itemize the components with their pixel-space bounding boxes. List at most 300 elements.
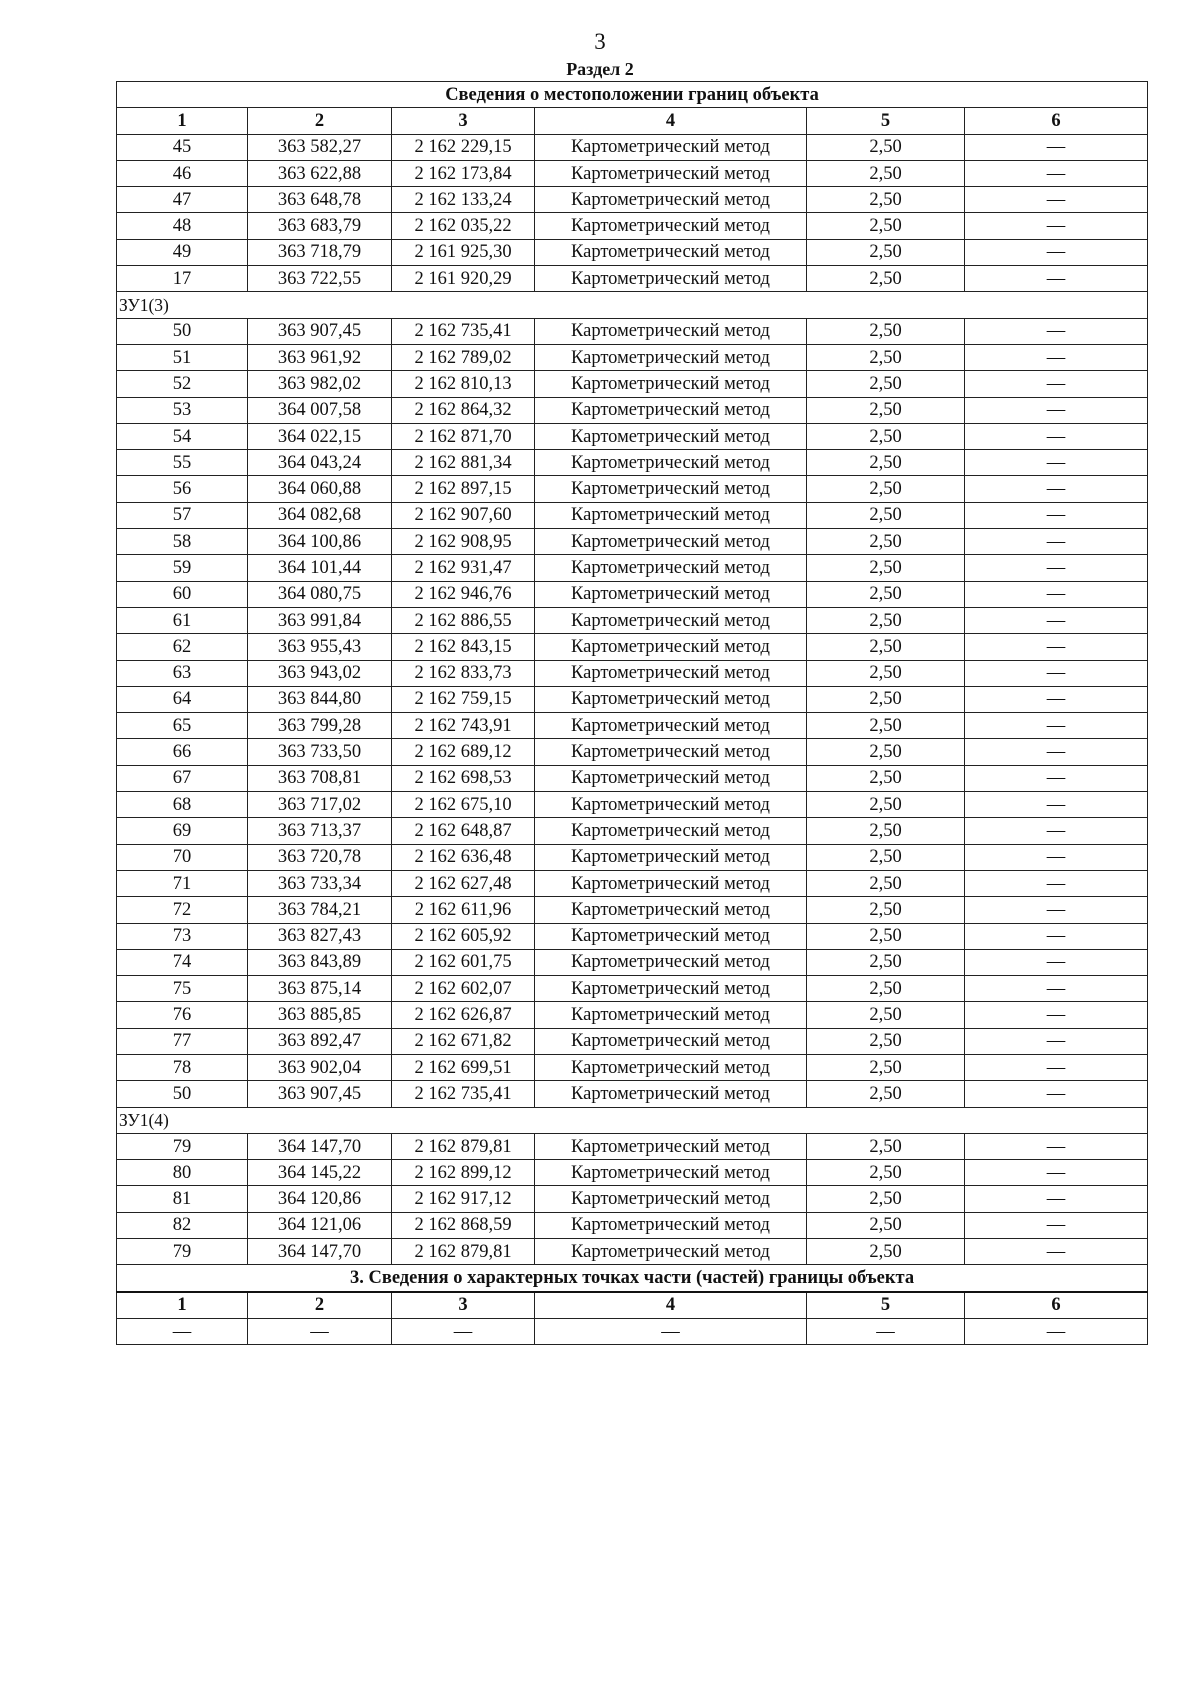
table-cell: Картометрический метод <box>535 529 807 555</box>
table-cell: 364 147,70 <box>248 1133 392 1159</box>
table-cell: Картометрический метод <box>535 818 807 844</box>
table-cell: 2,50 <box>807 713 965 739</box>
table-cell: — <box>965 818 1148 844</box>
table-cell: Картометрический метод <box>535 1212 807 1238</box>
table-row <box>117 949 1148 975</box>
table-cell: 2,50 <box>807 529 965 555</box>
table-cell: 55 <box>117 450 248 476</box>
table-cell: Картометрический метод <box>535 607 807 633</box>
table-row <box>117 844 1148 870</box>
table-cell: Картометрический метод <box>535 1054 807 1080</box>
table-cell: 2 162 735,41 <box>392 1081 535 1107</box>
table-row <box>117 870 1148 896</box>
table-cell: Картометрический метод <box>535 792 807 818</box>
table-cell: Картометрический метод <box>535 634 807 660</box>
table-cell: 53 <box>117 397 248 423</box>
table-cell: 2,50 <box>807 607 965 633</box>
table-cell: 363 902,04 <box>248 1054 392 1080</box>
table-cell: — <box>392 1318 535 1344</box>
table-cell: — <box>965 844 1148 870</box>
table-cell: 2,50 <box>807 239 965 265</box>
table-cell: — <box>965 792 1148 818</box>
table-cell: 81 <box>117 1186 248 1212</box>
table-row <box>117 1212 1148 1238</box>
table-cell: — <box>965 976 1148 1002</box>
table-cell: Картометрический метод <box>535 765 807 791</box>
table-cell: — <box>965 187 1148 213</box>
table-cell: — <box>965 1081 1148 1107</box>
table-cell: 363 843,89 <box>248 949 392 975</box>
table-cell: Картометрический метод <box>535 1002 807 1028</box>
table-cell: 72 <box>117 897 248 923</box>
table-cell: 363 875,14 <box>248 976 392 1002</box>
table-cell: — <box>965 555 1148 581</box>
group-label: ЗУ1(4) <box>117 1107 1148 1133</box>
table-banner-row <box>117 82 1148 108</box>
table-cell: 2,50 <box>807 476 965 502</box>
table-cell: — <box>965 476 1148 502</box>
table-cell: — <box>965 739 1148 765</box>
table-cell: 63 <box>117 660 248 686</box>
table-cell: 2,50 <box>807 397 965 423</box>
table-row <box>117 450 1148 476</box>
table-cell: 363 622,88 <box>248 160 392 186</box>
table-cell: Картометрический метод <box>535 502 807 528</box>
table-cell: — <box>965 371 1148 397</box>
table-cell: 363 943,02 <box>248 660 392 686</box>
table-cell: 364 007,58 <box>248 397 392 423</box>
table-cell: 2,50 <box>807 976 965 1002</box>
table-row <box>117 213 1148 239</box>
table-cell: — <box>965 213 1148 239</box>
table-cell: 364 120,86 <box>248 1186 392 1212</box>
table-cell: 2 162 689,12 <box>392 739 535 765</box>
table-cell: — <box>965 1318 1148 1344</box>
table-row <box>117 1133 1148 1159</box>
table-cell: — <box>965 713 1148 739</box>
table-row <box>117 581 1148 607</box>
table-cell: 79 <box>117 1239 248 1265</box>
table-cell: 2,50 <box>807 1133 965 1159</box>
table-cell: — <box>965 1054 1148 1080</box>
table-cell: 2,50 <box>807 686 965 712</box>
table-cell: — <box>965 607 1148 633</box>
table-row <box>117 792 1148 818</box>
table-cell: 74 <box>117 949 248 975</box>
table-cell: Картометрический метод <box>535 318 807 344</box>
table-cell: Картометрический метод <box>535 134 807 160</box>
table-cell: 50 <box>117 318 248 344</box>
table-cell: Картометрический метод <box>535 1186 807 1212</box>
table-cell: 2 162 605,92 <box>392 923 535 949</box>
table-cell: 363 799,28 <box>248 713 392 739</box>
table-row <box>117 1081 1148 1107</box>
table-cell: 80 <box>117 1160 248 1186</box>
table-cell: Картометрический метод <box>535 844 807 870</box>
table-cell: 2 162 698,53 <box>392 765 535 791</box>
column-number: 4 <box>535 108 807 134</box>
column-number-row <box>117 108 1148 134</box>
table-cell: 363 718,79 <box>248 239 392 265</box>
table-cell: 59 <box>117 555 248 581</box>
table-cell: — <box>965 765 1148 791</box>
table-cell: 2 162 636,48 <box>392 844 535 870</box>
table-cell: 2,50 <box>807 581 965 607</box>
table-cell: 2,50 <box>807 923 965 949</box>
table-cell: Картометрический метод <box>535 213 807 239</box>
table-cell: — <box>965 1160 1148 1186</box>
table-cell: 75 <box>117 976 248 1002</box>
table-cell: 2,50 <box>807 371 965 397</box>
table-cell: 2,50 <box>807 844 965 870</box>
table-cell: Картометрический метод <box>535 1160 807 1186</box>
table-cell: 79 <box>117 1133 248 1159</box>
table-row <box>117 1239 1148 1265</box>
table-cell: 363 733,50 <box>248 739 392 765</box>
table-cell: Картометрический метод <box>535 660 807 686</box>
table-cell: 78 <box>117 1054 248 1080</box>
table-row <box>117 607 1148 633</box>
table-cell: 2 162 868,59 <box>392 1212 535 1238</box>
column-number: 5 <box>807 1292 965 1319</box>
table-cell: 2,50 <box>807 818 965 844</box>
table-cell: — <box>965 1186 1148 1212</box>
table-cell: 364 101,44 <box>248 555 392 581</box>
table-cell: Картометрический метод <box>535 450 807 476</box>
part-table-banner: 3. Сведения о характерных точках части (частей) границы объекта <box>117 1265 1148 1292</box>
table-row <box>117 1054 1148 1080</box>
table-cell: 2,50 <box>807 792 965 818</box>
table-row <box>117 344 1148 370</box>
table-cell: — <box>965 581 1148 607</box>
table-cell: Картометрический метод <box>535 739 807 765</box>
table-cell: 2 162 843,15 <box>392 634 535 660</box>
table-cell: — <box>965 344 1148 370</box>
table-cell: — <box>965 1212 1148 1238</box>
table-cell: 363 784,21 <box>248 897 392 923</box>
page-number: 3 <box>594 29 606 54</box>
table-row <box>117 529 1148 555</box>
table-cell: 2,50 <box>807 318 965 344</box>
column-number: 2 <box>248 1292 392 1319</box>
table-row <box>117 818 1148 844</box>
table-cell: 51 <box>117 344 248 370</box>
table-cell: 2,50 <box>807 739 965 765</box>
column-number: 6 <box>965 1292 1148 1319</box>
table-cell: — <box>535 1318 807 1344</box>
table-cell: 50 <box>117 1081 248 1107</box>
table-cell: 2,50 <box>807 1212 965 1238</box>
table-cell: 363 733,34 <box>248 870 392 896</box>
table-row <box>117 897 1148 923</box>
table-cell: Картометрический метод <box>535 923 807 949</box>
table-cell: — <box>965 160 1148 186</box>
table-cell: 2 162 626,87 <box>392 1002 535 1028</box>
table-cell: Картометрический метод <box>535 897 807 923</box>
table-cell: 61 <box>117 607 248 633</box>
table-cell: Картометрический метод <box>535 949 807 975</box>
table-row <box>117 1186 1148 1212</box>
table-cell: 364 121,06 <box>248 1212 392 1238</box>
table-cell: 363 907,45 <box>248 1081 392 1107</box>
table-cell: 364 080,75 <box>248 581 392 607</box>
table-cell: 2 162 035,22 <box>392 213 535 239</box>
table-cell: 2,50 <box>807 660 965 686</box>
table-row <box>117 634 1148 660</box>
table-cell: 46 <box>117 160 248 186</box>
table-row <box>117 1028 1148 1054</box>
table-cell: 57 <box>117 502 248 528</box>
table-cell: 363 717,02 <box>248 792 392 818</box>
table-row <box>117 555 1148 581</box>
section-title: Раздел 2 <box>566 59 634 79</box>
table-cell: 2 162 871,70 <box>392 423 535 449</box>
table-cell: 2 161 920,29 <box>392 266 535 292</box>
table-cell: 56 <box>117 476 248 502</box>
table-cell: 62 <box>117 634 248 660</box>
table-cell: 2,50 <box>807 160 965 186</box>
table-cell: 77 <box>117 1028 248 1054</box>
table-cell: 65 <box>117 713 248 739</box>
table-cell: 363 683,79 <box>248 213 392 239</box>
table-cell: Картометрический метод <box>535 266 807 292</box>
table-cell: Картометрический метод <box>535 976 807 1002</box>
table-cell: — <box>965 923 1148 949</box>
table-cell: 2 162 601,75 <box>392 949 535 975</box>
table-row <box>117 976 1148 1002</box>
table-row <box>117 134 1148 160</box>
table-cell: 363 991,84 <box>248 607 392 633</box>
table-cell: 64 <box>117 686 248 712</box>
table-cell: 17 <box>117 266 248 292</box>
group-label: ЗУ1(3) <box>117 292 1148 318</box>
table-cell: 2,50 <box>807 134 965 160</box>
table-cell: 2,50 <box>807 344 965 370</box>
table-cell: Картометрический метод <box>535 870 807 896</box>
column-number: 5 <box>807 108 965 134</box>
table-cell: Картометрический метод <box>535 423 807 449</box>
table-cell: Картометрический метод <box>535 476 807 502</box>
table-cell: 2,50 <box>807 1028 965 1054</box>
table-cell: — <box>965 134 1148 160</box>
table-row <box>117 1002 1148 1028</box>
table-cell: 73 <box>117 923 248 949</box>
table-row <box>117 239 1148 265</box>
table-cell: — <box>965 318 1148 344</box>
table-cell: 2,50 <box>807 897 965 923</box>
table-cell: — <box>965 239 1148 265</box>
column-number: 4 <box>535 1292 807 1319</box>
table-cell: Картометрический метод <box>535 1028 807 1054</box>
table-cell: 2,50 <box>807 1002 965 1028</box>
column-number: 2 <box>248 108 392 134</box>
table-cell: 2 162 833,73 <box>392 660 535 686</box>
table-cell: Картометрический метод <box>535 1081 807 1107</box>
table-row <box>117 765 1148 791</box>
table-cell: 364 043,24 <box>248 450 392 476</box>
table-row <box>117 187 1148 213</box>
table-cell: 364 145,22 <box>248 1160 392 1186</box>
table-cell: 2,50 <box>807 1186 965 1212</box>
table-cell: 2 162 627,48 <box>392 870 535 896</box>
table-cell: Картометрический метод <box>535 555 807 581</box>
table-cell: — <box>965 1002 1148 1028</box>
boundary-table-body <box>117 82 1148 1345</box>
table-cell: 363 892,47 <box>248 1028 392 1054</box>
table-cell: 69 <box>117 818 248 844</box>
table-cell: 2 162 931,47 <box>392 555 535 581</box>
table-cell: Картометрический метод <box>535 187 807 213</box>
table-cell: Картометрический метод <box>535 344 807 370</box>
table-cell: Картометрический метод <box>535 713 807 739</box>
table-cell: 363 844,80 <box>248 686 392 712</box>
table-cell: 68 <box>117 792 248 818</box>
table-cell: 2 162 908,95 <box>392 529 535 555</box>
table-cell: — <box>965 423 1148 449</box>
table-cell: 2 162 735,41 <box>392 318 535 344</box>
group-label-row <box>117 1107 1148 1133</box>
table-cell: 2,50 <box>807 423 965 449</box>
table-cell: Картометрический метод <box>535 1133 807 1159</box>
table-cell: 67 <box>117 765 248 791</box>
table-row <box>117 476 1148 502</box>
table-cell: 2 162 648,87 <box>392 818 535 844</box>
table-cell: 52 <box>117 371 248 397</box>
table-cell: 76 <box>117 1002 248 1028</box>
table-cell: 2,50 <box>807 187 965 213</box>
table-cell: — <box>965 450 1148 476</box>
table-row <box>117 266 1148 292</box>
table-cell: 364 100,86 <box>248 529 392 555</box>
table-cell: — <box>965 870 1148 896</box>
table-cell: 2 162 743,91 <box>392 713 535 739</box>
table-cell: 2 162 759,15 <box>392 686 535 712</box>
table-cell: 2,50 <box>807 870 965 896</box>
table-cell: 2,50 <box>807 266 965 292</box>
table-cell: Картометрический метод <box>535 239 807 265</box>
table-cell: — <box>965 686 1148 712</box>
table-cell: 49 <box>117 239 248 265</box>
table-cell: — <box>248 1318 392 1344</box>
table-cell: — <box>965 502 1148 528</box>
table-cell: 363 713,37 <box>248 818 392 844</box>
table-cell: 363 961,92 <box>248 344 392 370</box>
column-number: 3 <box>392 108 535 134</box>
table-cell: 363 885,85 <box>248 1002 392 1028</box>
table-cell: — <box>965 529 1148 555</box>
table-cell: 2 162 917,12 <box>392 1186 535 1212</box>
part-table-banner-row <box>117 1265 1148 1292</box>
table-cell: 2,50 <box>807 450 965 476</box>
table-cell: 2 162 671,82 <box>392 1028 535 1054</box>
table-cell: — <box>965 266 1148 292</box>
table-cell: 2 162 133,24 <box>392 187 535 213</box>
table-cell: 364 060,88 <box>248 476 392 502</box>
table-row <box>117 739 1148 765</box>
table-row <box>117 371 1148 397</box>
table-cell: 364 022,15 <box>248 423 392 449</box>
table-cell: 58 <box>117 529 248 555</box>
table-row <box>117 660 1148 686</box>
table-cell: — <box>965 1133 1148 1159</box>
column-number: 3 <box>392 1292 535 1319</box>
table-cell: Картометрический метод <box>535 1239 807 1265</box>
table-cell: 2 162 946,76 <box>392 581 535 607</box>
table-row <box>117 923 1148 949</box>
column-number: 1 <box>117 1292 248 1319</box>
table-cell: 2,50 <box>807 213 965 239</box>
table-cell: — <box>965 897 1148 923</box>
table-cell: 47 <box>117 187 248 213</box>
table-cell: 66 <box>117 739 248 765</box>
table-cell: 60 <box>117 581 248 607</box>
table-cell: 2 162 789,02 <box>392 344 535 370</box>
boundary-table <box>116 81 1148 1345</box>
table-cell: 363 708,81 <box>248 765 392 791</box>
table-cell: — <box>965 1028 1148 1054</box>
table-cell: 2 162 907,60 <box>392 502 535 528</box>
table-row <box>117 397 1148 423</box>
table-cell: 2 161 925,30 <box>392 239 535 265</box>
part-column-number-row <box>117 1292 1148 1319</box>
table-cell: 2 162 879,81 <box>392 1239 535 1265</box>
table-row <box>117 160 1148 186</box>
table-cell: 364 147,70 <box>248 1239 392 1265</box>
table-cell: 2 162 675,10 <box>392 792 535 818</box>
table-cell: 363 720,78 <box>248 844 392 870</box>
table-cell: 2,50 <box>807 765 965 791</box>
table-cell: 2,50 <box>807 1054 965 1080</box>
table-row <box>117 1160 1148 1186</box>
table-cell: 2 162 699,51 <box>392 1054 535 1080</box>
table-cell: 2,50 <box>807 502 965 528</box>
table-row <box>117 502 1148 528</box>
table-cell: Картометрический метод <box>535 371 807 397</box>
table-row <box>117 423 1148 449</box>
table-cell: Картометрический метод <box>535 397 807 423</box>
table-cell: Картометрический метод <box>535 686 807 712</box>
table-cell: 2 162 864,32 <box>392 397 535 423</box>
table-row <box>117 686 1148 712</box>
table-row <box>117 318 1148 344</box>
table-cell: 2 162 886,55 <box>392 607 535 633</box>
table-cell: 363 648,78 <box>248 187 392 213</box>
column-number: 6 <box>965 108 1148 134</box>
table-cell: 2 162 881,34 <box>392 450 535 476</box>
table-cell: — <box>965 660 1148 686</box>
table-cell: 82 <box>117 1212 248 1238</box>
table-cell: — <box>965 397 1148 423</box>
table-cell: 2,50 <box>807 634 965 660</box>
table-cell: — <box>965 1239 1148 1265</box>
table-cell: 2 162 879,81 <box>392 1133 535 1159</box>
table-cell: 2,50 <box>807 949 965 975</box>
table-row <box>117 713 1148 739</box>
table-cell: 363 827,43 <box>248 923 392 949</box>
table-cell: — <box>965 949 1148 975</box>
table-cell: 54 <box>117 423 248 449</box>
table-cell: — <box>117 1318 248 1344</box>
table-cell: 364 082,68 <box>248 502 392 528</box>
group-label-row <box>117 292 1148 318</box>
table-cell: 2,50 <box>807 1239 965 1265</box>
table-cell: 2 162 899,12 <box>392 1160 535 1186</box>
table-banner: Сведения о местоположении границ объекта <box>117 82 1148 108</box>
part-table-row <box>117 1318 1148 1344</box>
table-cell: 2 162 611,96 <box>392 897 535 923</box>
table-cell: — <box>807 1318 965 1344</box>
table-cell: 2 162 229,15 <box>392 134 535 160</box>
